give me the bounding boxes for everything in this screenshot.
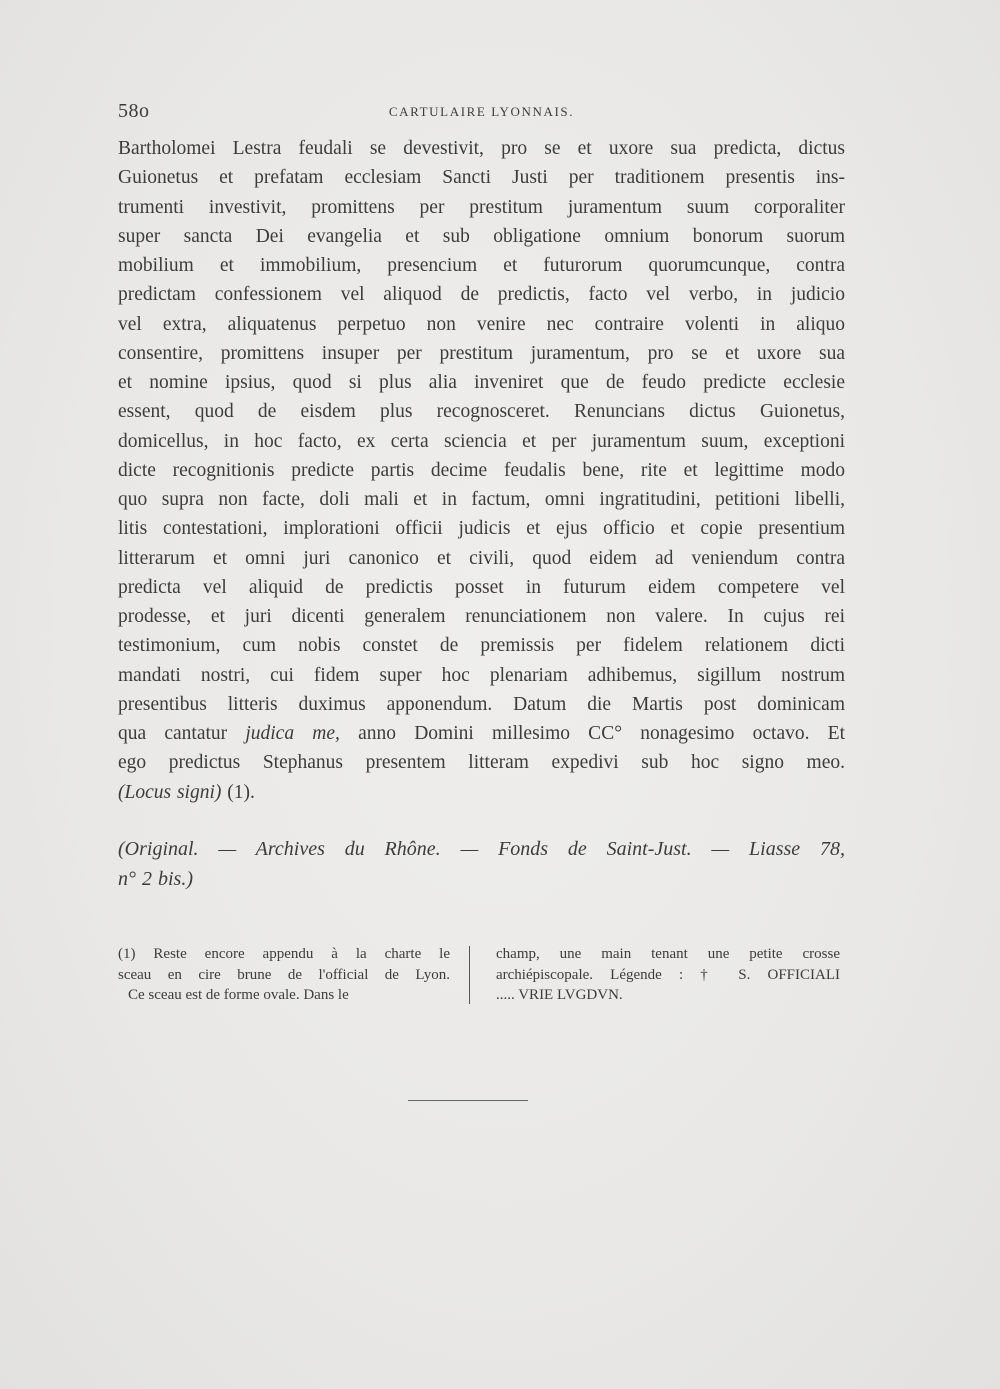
- text-line: quo supra non facte, doli mali et in factum, omni ingratitudini, petitioni libelli,: [118, 489, 845, 510]
- text-line: vel extra, aliquatenus perpetuo non venire nec contraire volenti in aliquo: [118, 313, 845, 335]
- footnote-line: sceau en cire brune de l'official de Lyon.: [118, 966, 450, 983]
- text-line: mobilium et immobilium, presencium et futurorum quorumcunque, contra: [118, 255, 845, 276]
- running-title: CARTULAIRE LYONNAIS.: [388, 104, 575, 119]
- text-line: predicta vel aliquid de predictis posset in futurum eidem competere vel: [118, 576, 845, 598]
- text-line: super sancta Dei evangelia et sub obligatione omnium bonorum suorum: [118, 225, 845, 247]
- column-divider: [469, 946, 470, 1004]
- text-line: Bartholomei Lestra feudali se devestivit, pro se et uxore sua predicta, dictus: [118, 138, 845, 159]
- text-line: [118, 778, 845, 807]
- text-line: litis contestationi, implorationi officii judicis et ejus officio et copie presentium: [118, 518, 845, 540]
- page-number: 58o: [118, 100, 150, 122]
- footnote-column-right: [496, 944, 840, 1006]
- footnote: [118, 944, 845, 1010]
- footnote-line: ..... VRIE LVGDVN.: [496, 987, 623, 1003]
- text-run: anno Domini millesimo CC° nonagesimo octavo. Et: [339, 723, 846, 744]
- footnote-line: champ, une main tenant une petite crosse: [496, 946, 840, 962]
- text-line: ego predictus Stephanus presentem litteram expedivi sub hoc signo meo.: [118, 752, 845, 774]
- footnote-column-left: [118, 944, 450, 1006]
- text-line: Guionetus et prefatam ecclesiam Sancti Justi per traditionem presentis ins-: [118, 167, 845, 189]
- text-line: prodesse, et juri dicenti generalem renunciationem non valere. In cujus rei: [118, 606, 845, 627]
- text-line: trumenti investivit, promittens per prestitum juramentum suum corporaliter: [118, 196, 845, 218]
- footnote-line: archiépiscopale. Légende : † S. OFFICIALI: [496, 966, 840, 983]
- text-line: dicte recognitionis predicte partis decime feudalis bene, rite et legittime modo: [118, 459, 845, 481]
- text-line: testimonium, cum nobis constet de premissis per fidelem relationem dicti: [118, 635, 845, 657]
- text-line: predictam confessionem vel aliquod de predictis, facto vel verbo, in judicio: [118, 284, 845, 306]
- text-line: domicellus, in hoc facto, ex certa sciencia et per juramentum suum, exceptioni: [118, 430, 845, 452]
- text-line: et nomine ipsius, quod si plus alia inveniret que de feudo predicte ecclesie: [118, 372, 845, 393]
- text-line: consentire, promittens insuper per prestitum juramentum, pro se et uxore sua: [118, 342, 845, 364]
- end-rule: [408, 1100, 528, 1101]
- italic-phrase: judica me,: [245, 723, 340, 744]
- text-line: litterarum et omni juri canonico et civili, quod eidem ad veniendum contra: [118, 547, 845, 569]
- source-note: [118, 834, 845, 894]
- text-line: [118, 719, 845, 748]
- charter-text: [118, 134, 845, 807]
- footnote-line: (1) Reste encore appendu à la charte le: [118, 946, 450, 962]
- footnote-line: Ce sceau est de forme ovale. Dans le: [128, 987, 349, 1003]
- source-line: (Original. — Archives du Rhône. — Fonds de Saint-Just. — Liasse 78,: [118, 838, 845, 860]
- footnote-reference: (1).: [221, 781, 255, 803]
- text-line: presentibus litteris duximus apponendum. Datum die Martis post dominicam: [118, 693, 845, 715]
- italic-phrase: (Locus signi): [118, 781, 222, 803]
- running-head: [118, 100, 845, 124]
- source-line: n° 2 bis.): [118, 868, 193, 890]
- text-line: mandati nostri, cui fidem super hoc plenariam adhibemus, sigillum nostrum: [118, 664, 845, 686]
- text-run: qua cantatur: [118, 723, 246, 744]
- text-line: essent, quod de eisdem plus recognosceret. Renuncians dictus Guionetus,: [118, 401, 845, 423]
